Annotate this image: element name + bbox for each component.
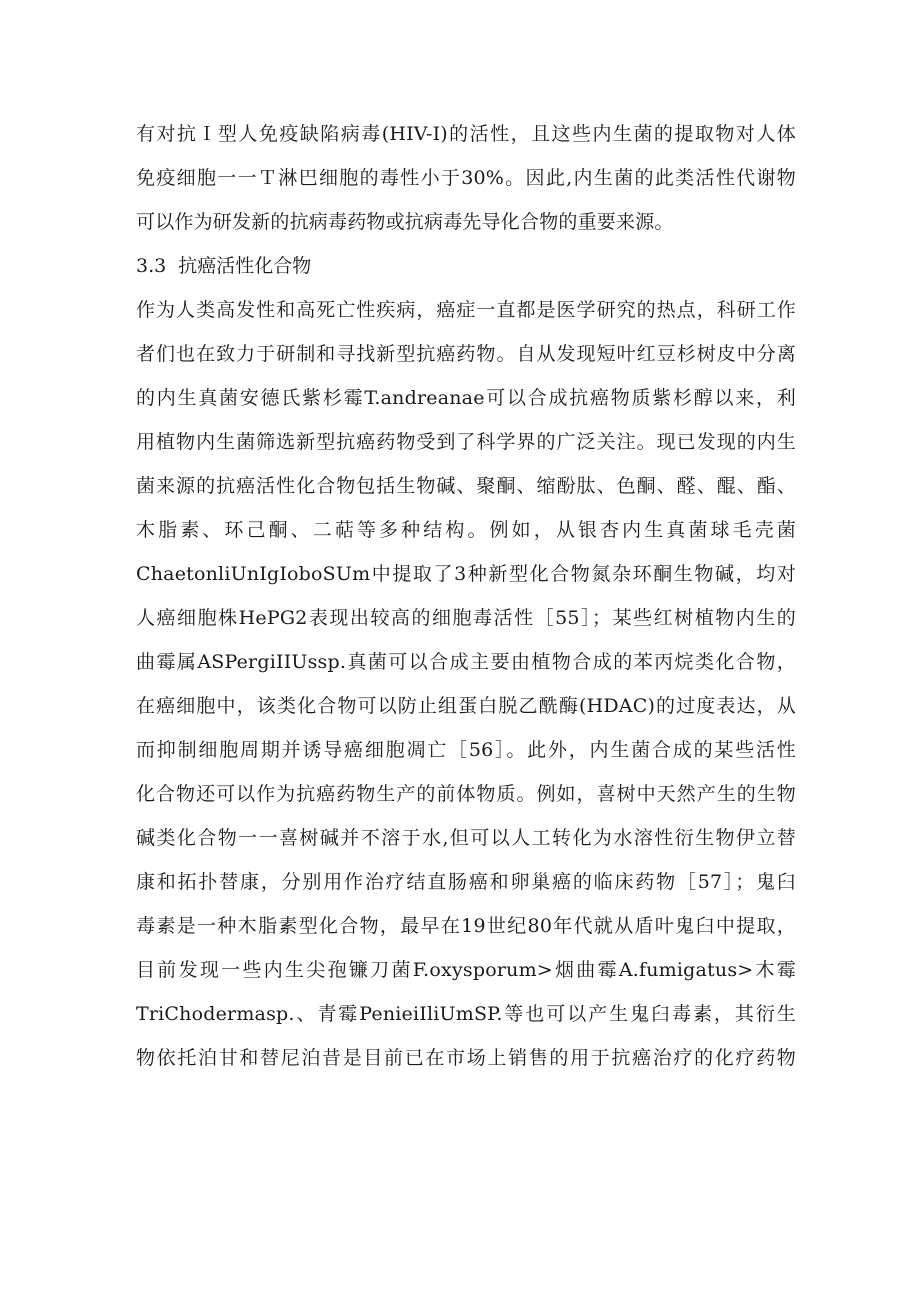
paragraph-2-line: 作为人类高发性和高死亡性疾病，癌症一直都是医学研究的热点，科研工作 [136,299,796,321]
paragraph-2-line: ChaetonliUnIgIoboSUm中提取了3种新型化合物氮杂环酮生物碱，均对 [136,563,796,585]
paragraph-1-line: 有对抗Ｉ型人免疫缺陷病毒(HIV-I)的活性，且这些内生菌的提取物对人体 [136,123,796,145]
section-number: 3.3 [136,255,167,277]
paragraph-2-line: 菌来源的抗癌活性化合物包括生物碱、聚酮、缩酚肽、色酮、醛、醌、酯、 [136,475,796,497]
paragraph-2-line: 物依托泊甘和替尼泊昔是目前已在市场上销售的用于抗癌治疗的化疗药物 [136,1047,796,1069]
paragraph-2-line: 化合物还可以作为抗癌药物生产的前体物质。例如，喜树中天然产生的生物 [136,783,796,805]
paragraph-2-line: 的内生真菌安德氏紫杉霉T.andreanae可以合成抗癌物质紫杉醇以来，利 [136,387,796,409]
section-title: 抗癌活性化合物 [178,255,312,277]
paragraph-2-line: 康和拓扑替康，分别用作治疗结直肠癌和卵巢癌的临床药物［57］；鬼臼 [136,871,796,893]
paragraph-2-line: 用植物内生菌筛选新型抗癌药物受到了科学界的广泛关注。现已发现的内生 [136,431,796,453]
paragraph-1-line: 可以作为研发新的抗病毒药物或抗病毒先导化合物的重要来源。 [136,211,674,233]
paragraph-2-line: 曲霉属ASPergiIIUssp.真菌可以合成主要由植物合成的苯丙烷类化合物， [136,651,796,673]
paragraph-2-line: 毒素是一种木脂素型化合物，最早在19世纪80年代就从盾叶鬼臼中提取， [136,915,796,937]
body-text [136,112,796,1080]
paragraph-2-line: TriChodermasp.、青霉PenieiIliUmSP.等也可以产生鬼臼毒素，其衍生 [136,1003,796,1025]
paragraph-2-line: 者们也在致力于研制和寻找新型抗癌药物。自从发现短叶红豆杉树皮中分离 [136,343,796,365]
paragraph-2-line: 碱类化合物一一喜树碱并不溶于水,但可以人工转化为水溶性衍生物伊立替 [136,827,796,849]
paragraph-2-line: 目前发现一些内生尖孢镰刀菌F.oxysporum>烟曲霉A.fumigatus>木霉 [136,959,796,981]
paragraph-2-line: 木脂素、环己酮、二萜等多种结构。例如，从银杏内生真菌球毛壳菌 [136,519,796,541]
paragraph-2-line: 在癌细胞中，该类化合物可以防止组蛋白脱乙酰酶(HDAC)的过度表达，从 [136,695,796,717]
paragraph-2-line: 人癌细胞株HePG2表现出较高的细胞毒活性［55］；某些红树植物内生的 [136,607,796,629]
section-heading [136,244,796,288]
paragraph-2-line: 而抑制细胞周期并诱导癌细胞凋亡［56］。此外，内生菌合成的某些活性 [136,739,796,761]
paragraph-1-line: 免疫细胞一一Ｔ淋巴细胞的毒性小于30%。因此,内生菌的此类活性代谢物 [136,167,796,189]
